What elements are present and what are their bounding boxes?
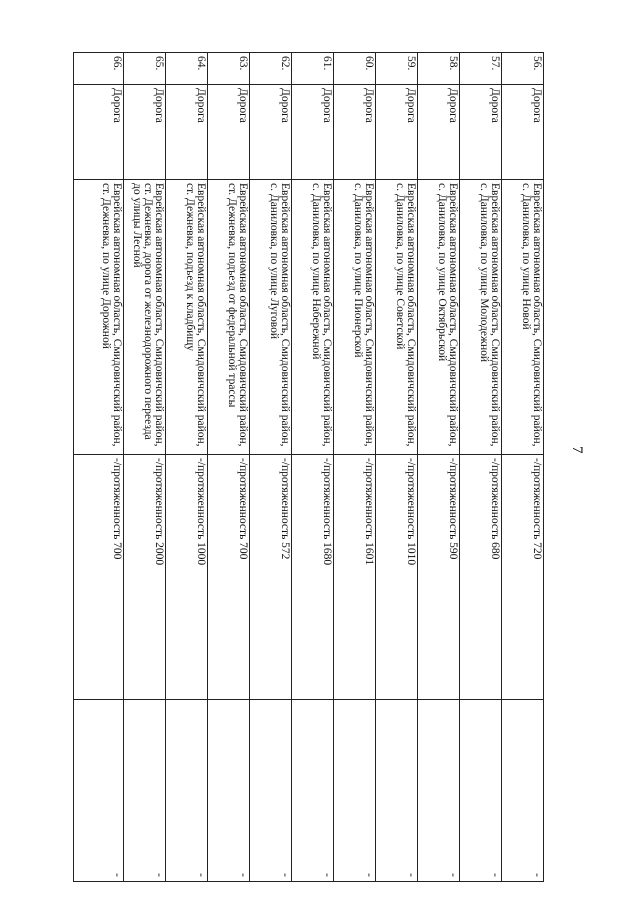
table-row	[418, 53, 460, 882]
object-note: -	[418, 700, 460, 882]
row-number: 57.	[460, 53, 502, 85]
table-row	[334, 53, 376, 882]
object-address: Еврейская автономная область, Смидовичский район, с. Даниловка, по улице Советской	[376, 180, 418, 455]
object-length: -/протяженность 590	[418, 455, 460, 700]
object-address: Еврейская автономная область, Смидовичский район, ст. Дежневка, подъезд к кладбищу	[166, 180, 208, 455]
object-note: -	[292, 700, 334, 882]
roads-table	[73, 52, 544, 882]
page-number: 7	[569, 446, 585, 454]
roads-table-body	[74, 53, 544, 882]
object-note: -	[74, 700, 124, 882]
object-type: Дорога	[460, 85, 502, 180]
object-type: Дорога	[74, 85, 124, 180]
table-row	[292, 53, 334, 882]
table-row	[208, 53, 250, 882]
object-type: Дорога	[376, 85, 418, 180]
object-type: Дорога	[334, 85, 376, 180]
object-note: -	[166, 700, 208, 882]
row-number: 64.	[166, 53, 208, 85]
object-note: -	[250, 700, 292, 882]
object-address: Еврейская автономная область, Смидовичский район, с. Даниловка, по улице Луговой	[250, 180, 292, 455]
object-length: -/протяженность 1000	[166, 455, 208, 700]
object-length: -/протяженность 1010	[376, 455, 418, 700]
object-address: Еврейская автономная область, Смидовичский район, с. Даниловка, по улице Новой	[502, 180, 544, 455]
table-row	[376, 53, 418, 882]
row-number: 61.	[292, 53, 334, 85]
object-address: Еврейская автономная область, Смидовичский район, с. Даниловка, по улице Набережной	[292, 180, 334, 455]
object-type: Дорога	[208, 85, 250, 180]
object-note: -	[460, 700, 502, 882]
object-note: -	[376, 700, 418, 882]
object-address: Еврейская автономная область, Смидовичский район, с. Даниловка, по улице Октябрьской	[418, 180, 460, 455]
table-row	[74, 53, 124, 882]
row-number: 59.	[376, 53, 418, 85]
object-address: Еврейская автономная область, Смидовичский район, ст. Дежневка, по улице Дорожной	[74, 180, 124, 455]
row-number: 63.	[208, 53, 250, 85]
object-type: Дорога	[502, 85, 544, 180]
object-note: -	[124, 700, 166, 882]
object-length: -/протяженность 700	[74, 455, 124, 700]
row-number: 58.	[418, 53, 460, 85]
object-type: Дорога	[250, 85, 292, 180]
object-type: Дорога	[292, 85, 334, 180]
object-address: Еврейская автономная область, Смидовичский район, ст. Дежневка, подъезд от федеральной трассы	[208, 180, 250, 455]
object-note: -	[208, 700, 250, 882]
table-row	[502, 53, 544, 882]
table-row	[124, 53, 166, 882]
row-number: 65.	[124, 53, 166, 85]
object-note: -	[334, 700, 376, 882]
table-row	[250, 53, 292, 882]
rotated-page-content	[76, 52, 544, 882]
object-length: -/протяженность 572	[250, 455, 292, 700]
object-address: Еврейская автономная область, Смидовичский район, с. Даниловка, по улице Молодежной	[460, 180, 502, 455]
row-number: 66.	[74, 53, 124, 85]
object-length: -/протяженность 1680	[292, 455, 334, 700]
object-length: -/протяженность 2000	[124, 455, 166, 700]
table-row	[166, 53, 208, 882]
row-number: 62.	[250, 53, 292, 85]
row-number: 56.	[502, 53, 544, 85]
object-note: -	[502, 700, 544, 882]
object-length: -/протяженность 1601	[334, 455, 376, 700]
row-number: 60.	[334, 53, 376, 85]
object-address: Еврейская автономная область, Смидовичский район, ст. Дежневка, дорога от железнодорожного переезда до улицы Лесной	[124, 180, 166, 455]
object-type: Дорога	[418, 85, 460, 180]
object-length: -/протяженность 720	[502, 455, 544, 700]
object-type: Дорога	[124, 85, 166, 180]
object-type: Дорога	[166, 85, 208, 180]
object-length: -/протяженность 700	[208, 455, 250, 700]
object-address: Еврейская автономная область, Смидовичский район, с. Даниловка, по улице Пионерской	[334, 180, 376, 455]
object-length: -/протяженность 680	[460, 455, 502, 700]
table-row	[460, 53, 502, 882]
